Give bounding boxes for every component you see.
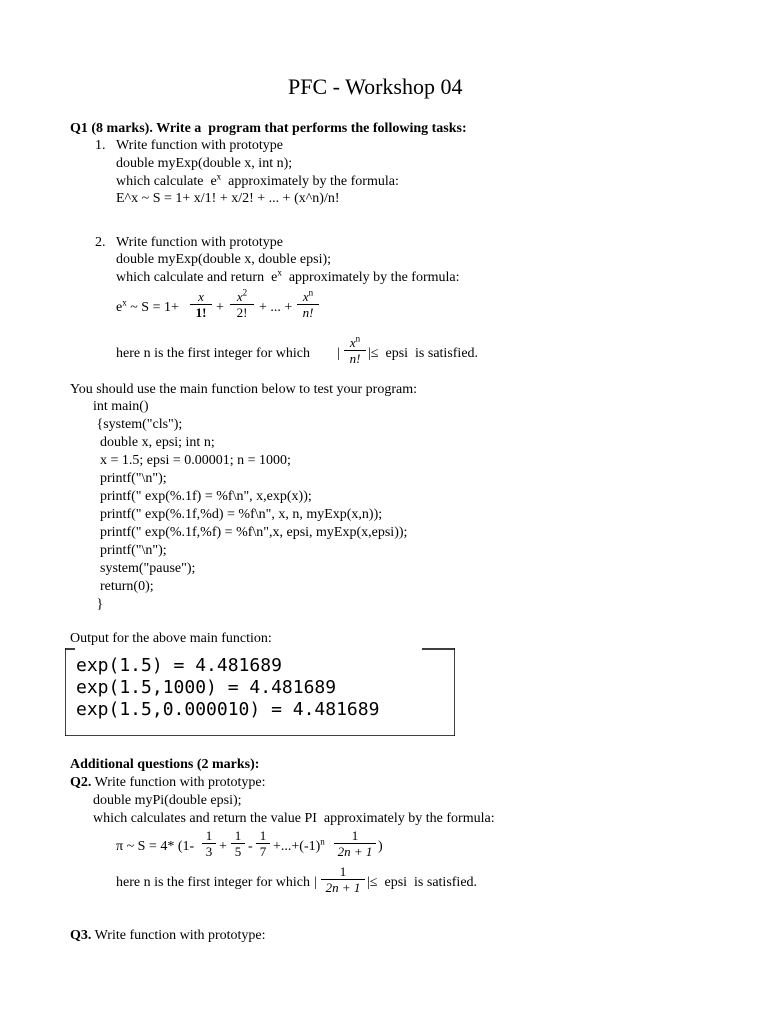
fraction: x 1!	[190, 290, 212, 320]
plus-sign: +	[216, 300, 224, 315]
dots: + ... +	[259, 300, 293, 315]
additional-heading: Additional questions (2 marks):	[70, 757, 260, 772]
fraction: 1 7	[256, 829, 270, 859]
code-line: return(0);	[93, 579, 154, 594]
item1-line: double myExp(double x, int n);	[116, 156, 293, 171]
fraction: $x^n$ n!	[297, 290, 319, 320]
page-title: PFC - Workshop 04	[288, 74, 463, 99]
code-line: system("pause");	[93, 561, 196, 576]
pi-formula-lead: π ~ S = 4* (1-	[116, 839, 195, 854]
item1-line: E^x ~ S = 1+ x/1! + x/2! + ... + (x^n)/n!	[116, 191, 340, 206]
console-output-image	[65, 648, 455, 736]
code-line: printf("\n");	[93, 471, 167, 486]
item2-line: Write function with prototype	[116, 235, 284, 250]
exp-formula-lead: $e^x$ ~ S = 1+	[116, 297, 179, 315]
code-line: printf(" exp(%.1f) = %f\n", x,exp(x));	[93, 489, 312, 504]
q1-heading: Q1 (8 marks). Write a program that performs the following tasks:	[70, 121, 467, 136]
code-line: printf("\n");	[93, 543, 167, 558]
console-line: exp(1.5) = 4.481689	[76, 655, 282, 676]
abs-bar: |	[314, 875, 317, 890]
console-line: exp(1.5,1000) = 4.481689	[76, 677, 337, 698]
abs-bar: |	[337, 346, 340, 361]
console-line: exp(1.5,0.000010) = 4.481689	[76, 699, 380, 720]
main-intro: You should use the main function below to test your program:	[70, 382, 417, 397]
fraction: $x^2$ 2!	[230, 290, 254, 320]
condition-text: here n is the first integer for which	[116, 346, 310, 361]
code-line: printf(" exp(%.1f,%d) = %f\n", x, n, myExp(x,n));	[93, 507, 383, 522]
fraction: 1 3	[202, 829, 216, 859]
item2-line: which calculate and return $e^x$ approximately by the formula:	[116, 267, 460, 285]
output-intro: Output for the above main function:	[70, 631, 272, 646]
item1-line: Write function with prototype	[116, 138, 284, 153]
q2-line: which calculates and return the value PI approximately by the formula:	[93, 811, 495, 826]
item1-line: which calculate $e^x$ approximately by the formula:	[116, 171, 399, 189]
code-line: }	[93, 597, 104, 612]
plus-sign: +	[219, 839, 227, 854]
code-line: double x, epsi; int n;	[93, 435, 215, 450]
item2-line: double myExp(double x, double epsi);	[116, 252, 332, 267]
condition-text: |≤ epsi is satisfied.	[367, 875, 478, 890]
minus-sign: -	[248, 839, 253, 854]
pi-formula-tail: $+...+(-1)^n$	[273, 836, 325, 854]
item2-number: 2.	[95, 235, 106, 250]
fraction: 1 5	[231, 829, 245, 859]
item1-number: 1.	[95, 138, 106, 153]
code-line: int main()	[93, 399, 149, 414]
q3-line: Q3. Write function with prototype:	[70, 928, 266, 943]
condition-text: here n is the first integer for which	[116, 875, 310, 890]
fraction: 1 2n + 1	[321, 865, 365, 895]
close-paren: )	[378, 839, 383, 854]
fraction: 1 2n + 1	[334, 829, 376, 859]
code-line: x = 1.5; epsi = 0.00001; n = 1000;	[93, 453, 291, 468]
code-line: {system("cls");	[93, 417, 183, 432]
q2-line: double myPi(double epsi);	[93, 793, 242, 808]
fraction: $x^n$ n!	[344, 336, 366, 366]
q2-line: Q2. Write function with prototype:	[70, 775, 266, 790]
code-line: printf(" exp(%.1f,%f) = %f\n",x, epsi, myExp(x,epsi));	[93, 525, 408, 540]
condition-text: |≤ epsi is satisfied.	[368, 346, 479, 361]
